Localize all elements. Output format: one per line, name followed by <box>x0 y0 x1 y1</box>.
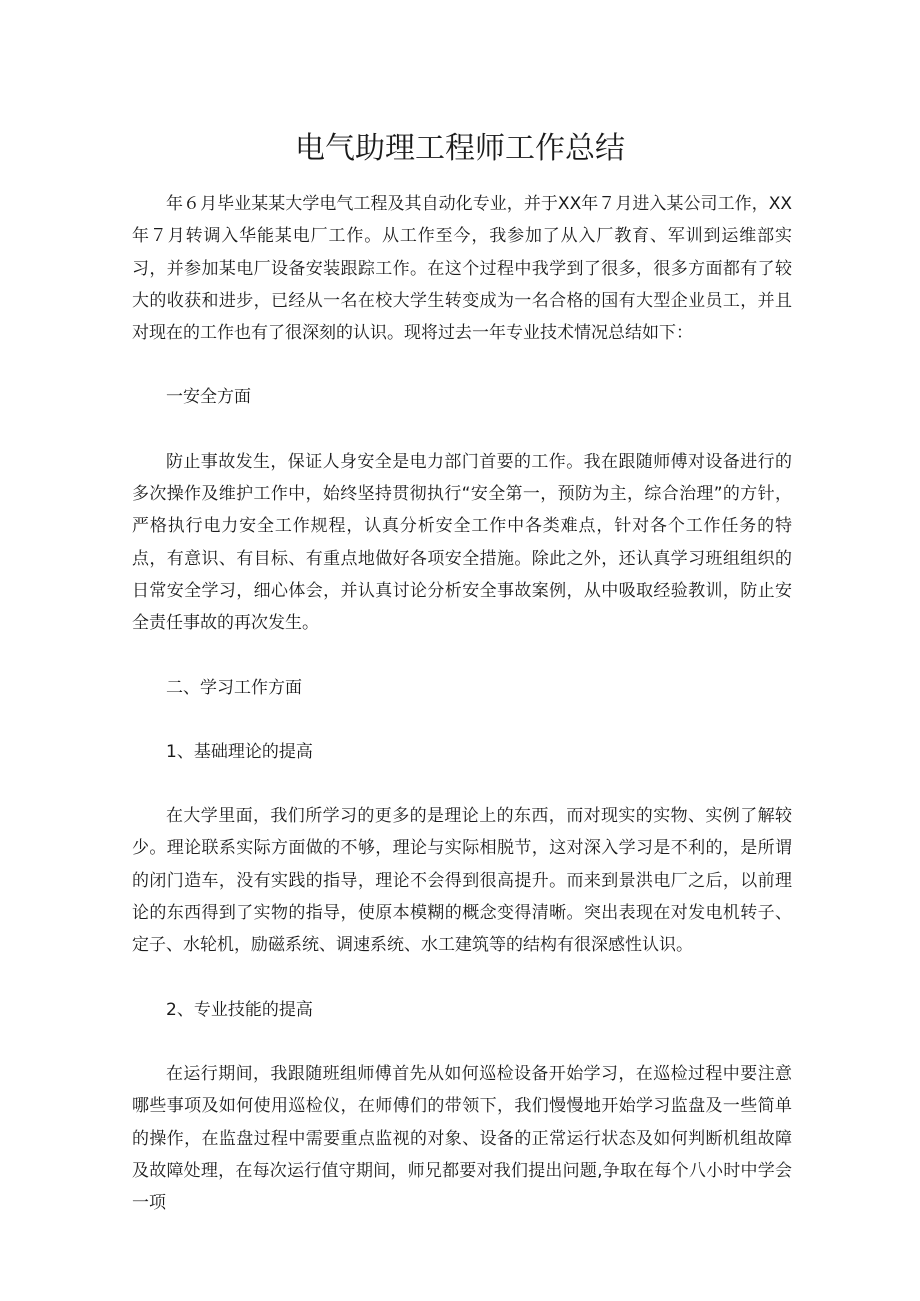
subsection-heading-theory: 1、基础理论的提高 <box>166 741 313 762</box>
body-paragraph-theory: 在大学里面，我们所学习的更多的是理论上的东西，而对现实的实物、实例了解较少。理论联系实际方面做的不够，理论与实际相脱节，这对深入学习是不利的，是所谓的闭门造车，没有实践的指导，理论不会得到很高提升。而来到景洪电厂之后，以前理论的东西得到了实物的指导，使原本模糊的概念变得清晰。突出表现在对发电机转子、定子、水轮机，励磁系统、调速系统、水工建筑等的结构有很深感性认识。 <box>132 806 792 956</box>
body-paragraph-skills: 在运行期间，我跟随班组师傅首先从如何巡检设备开始学习，在巡检过程中要注意哪些事项及如何使用巡检仪，在师傅们的带领下，我们慢慢地开始学习监盘及一些简单的操作，在监盘过程中需要重点监视的对象、设备的正常运行状态及如何判断机组故障及故障处理，在每次运行值守期间，师兄都要对我们提出问题,争取在每个八小时中学会一项 <box>132 1063 792 1214</box>
section-heading-study-work: 二、学习工作方面 <box>166 677 302 698</box>
document-body <box>132 188 792 1251</box>
section-heading-safety: 一安全方面 <box>166 387 251 408</box>
subsection-heading-skills: 2、专业技能的提高 <box>166 999 313 1020</box>
body-paragraph-intro: 年６月毕业某某大学电气工程及其自动化专业，并于XX年７月进入某公司工作，XX年７月转调入华能某电厂工作。从工作至今，我参加了从入厂教育、军训到运维部实习，并参加某电厂设备安装跟踪工作。在这个过程中我学到了很多，很多方面都有了较大的收获和进步，已经从一名在校大学生转变成为一名合格的国有大型企业员工，并且对现在的工作也有了很深刻的认识。现将过去一年专业技术情况总结如下： <box>132 194 792 344</box>
document-title: 电气助理工程师工作总结 <box>295 131 625 166</box>
body-paragraph-safety: 防止事故发生，保证人身安全是电力部门首要的工作。我在跟随师傅对设备进行的多次操作及维护工作中，始终坚持贯彻执行“安全第一，预防为主，综合治理”的方针，严格执行电力安全工作规程，认真分析安全工作中各类难点，针对各个工作任务的特点，有意识、有目标、有重点地做好各项安全措施。除此之外，还认真学习班组组织的日常安全学习，细心体会，并认真讨论分析安全事故案例，从中吸取经验教训，防止安全责任事故的再次发生。 <box>132 451 792 634</box>
